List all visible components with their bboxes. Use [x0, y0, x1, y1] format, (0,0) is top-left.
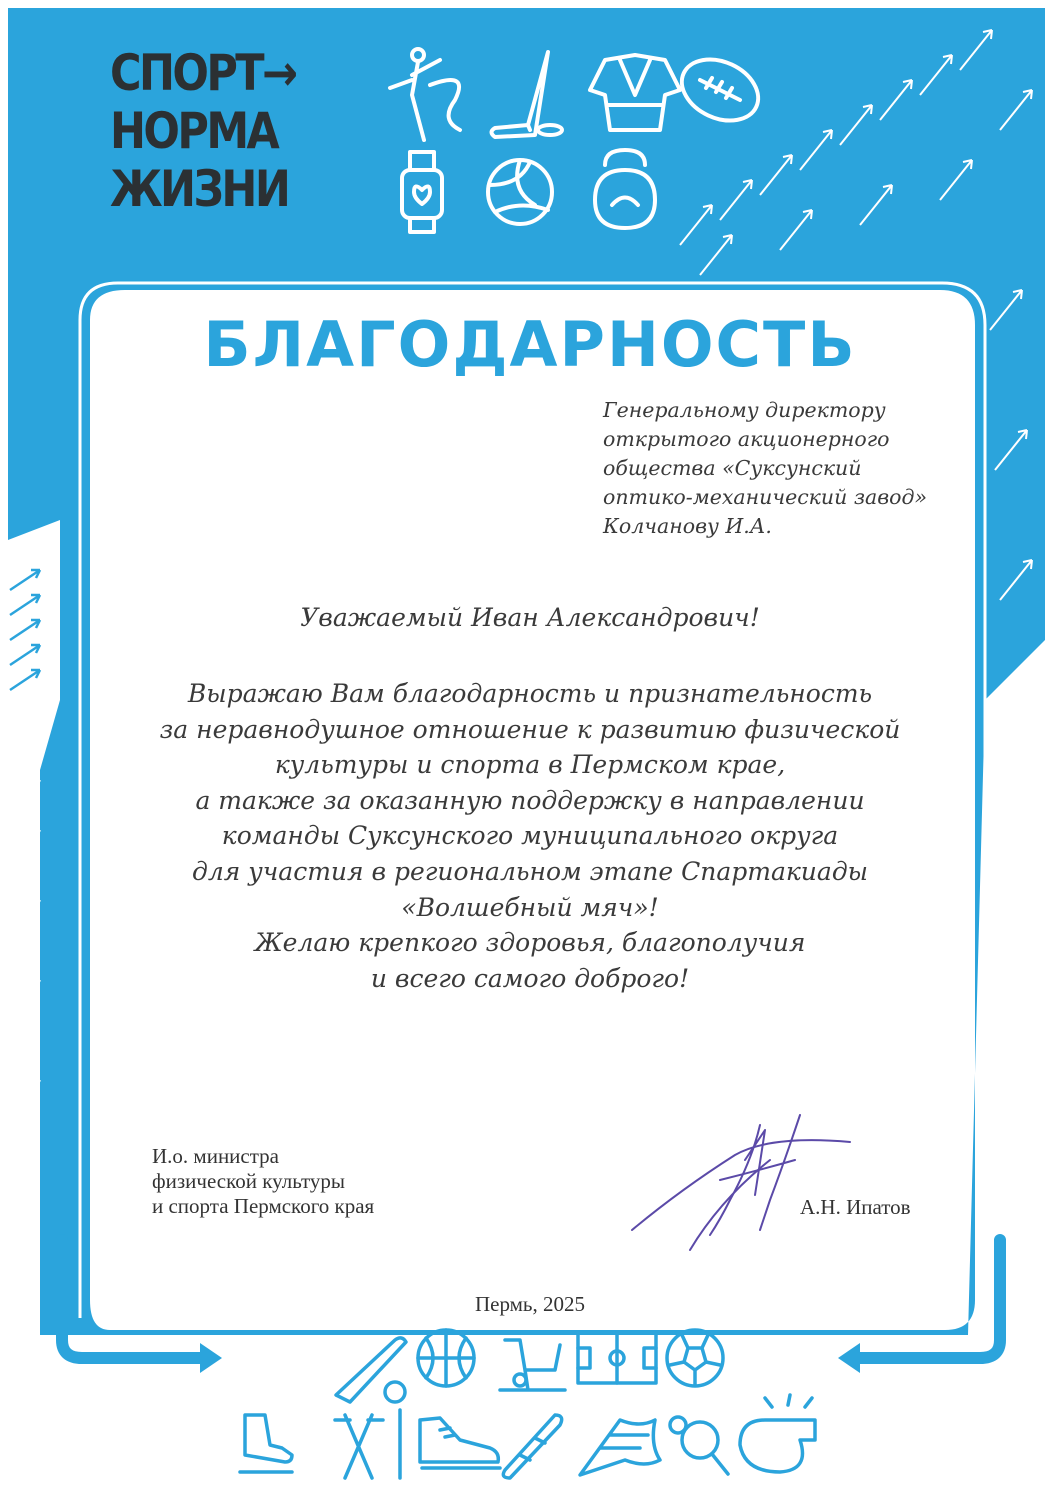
handwritten-signature	[620, 1100, 860, 1260]
sneaker-icon	[420, 1418, 500, 1468]
logo-line-2: НОРМА	[110, 102, 278, 160]
basketball-icon	[418, 1330, 474, 1386]
body-line: культуры и спорта в Пермском крае,	[274, 750, 786, 780]
position-line: И.о. министра	[152, 1144, 279, 1168]
bottom-left-arrowhead	[200, 1343, 222, 1373]
arrow-right-icon: →	[262, 44, 296, 102]
logo-line-3: ЖИЗНИ	[110, 160, 289, 218]
signatory-position	[152, 1144, 374, 1219]
salutation: Уважаемый Иван Александрович!	[300, 603, 760, 632]
addressee-block	[603, 396, 927, 541]
bottom-right-arrowhead	[838, 1343, 860, 1373]
decorative-arrows-left-white	[10, 740, 40, 1100]
finish-flag-icon	[580, 1420, 660, 1475]
position-line: и спорта Пермского края	[152, 1194, 375, 1218]
body-line: за неравнодушное отношение к развитию физической	[159, 714, 901, 744]
position-line: физической культуры	[152, 1169, 345, 1193]
ice-skate-icon	[240, 1415, 292, 1472]
body-line: «Волшебный мяч»!	[401, 892, 659, 922]
place-date: Пермь, 2025	[474, 1292, 586, 1316]
body-line: Выражаю Вам благодарность и признательность	[187, 679, 873, 708]
baseball-bat-icon	[336, 1338, 406, 1402]
skis-icon	[335, 1410, 400, 1478]
snowboard-icon	[503, 1415, 561, 1478]
soccer-ball-icon	[667, 1330, 723, 1386]
body-line: и всего самого доброго!	[370, 963, 690, 993]
addressee-line: открытого акционерного	[603, 427, 890, 451]
sport-logo	[110, 44, 296, 218]
document-title: БЛАГОДАРНОСТЬ	[203, 308, 857, 381]
whistle-icon	[740, 1395, 815, 1472]
body-line: Желаю крепкого здоровья, благополучия	[254, 928, 806, 958]
addressee-line: Колчанову И.А.	[603, 514, 772, 538]
addressee-line: общества «Суксунский	[603, 456, 862, 480]
body-line: для участия в региональном этапе Спартакиады	[191, 856, 869, 886]
addressee-line: оптико-механический завод»	[603, 485, 928, 509]
letter-body	[80, 676, 980, 996]
table-tennis-icon	[670, 1417, 728, 1474]
addressee-line: Генеральному директору	[603, 398, 886, 422]
signatory-name: А.Н. Ипатов	[800, 1195, 911, 1219]
body-line: команды Суксунского муниципального округа	[221, 821, 839, 851]
exercise-bike-icon	[500, 1340, 565, 1390]
body-line: а также за оказанную поддержку в направлении	[195, 785, 865, 815]
football-field-icon	[578, 1333, 656, 1383]
logo-line-1: СПОРТ	[110, 44, 263, 102]
